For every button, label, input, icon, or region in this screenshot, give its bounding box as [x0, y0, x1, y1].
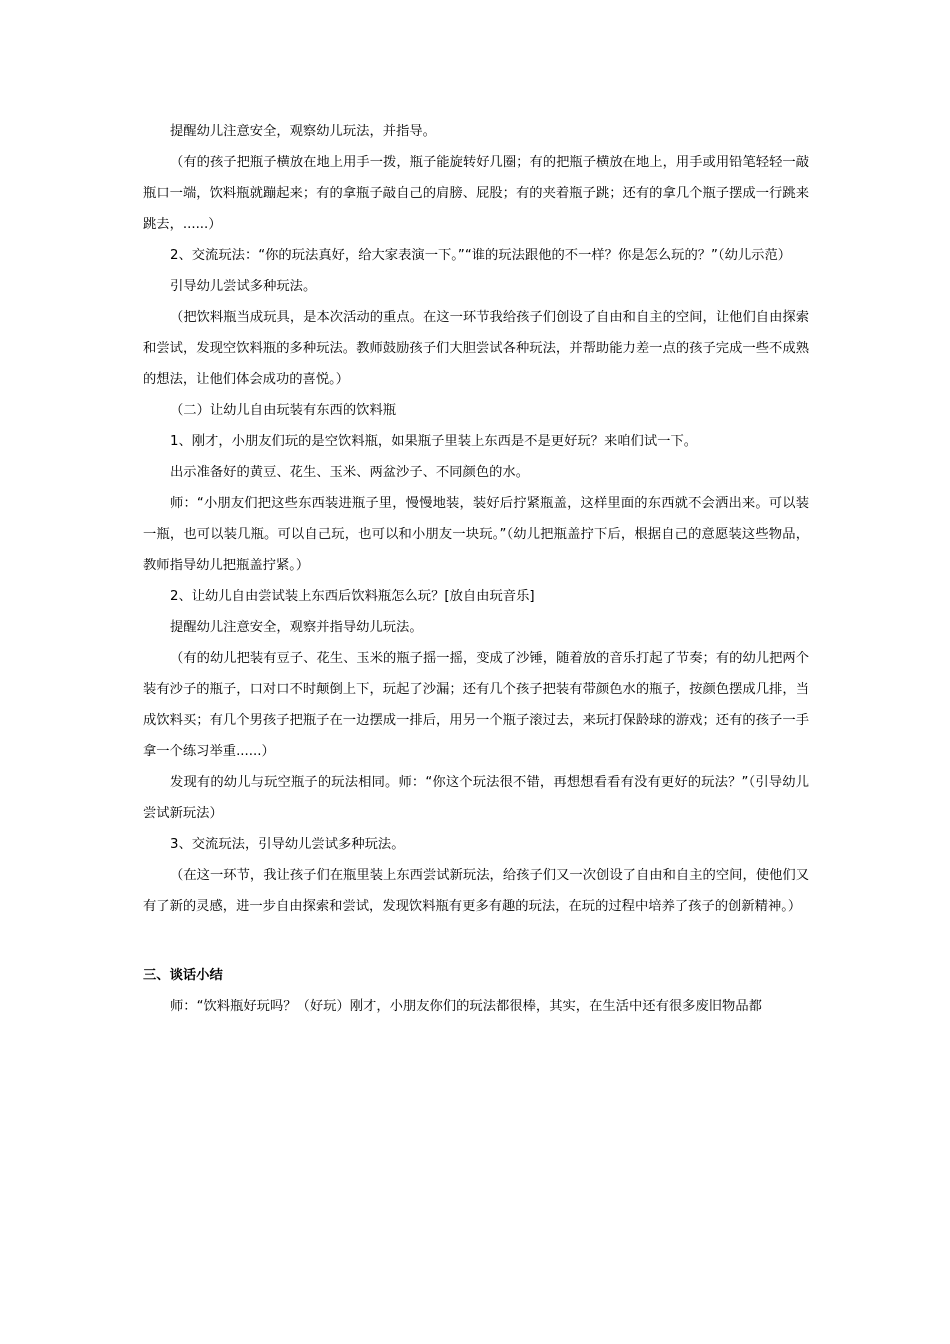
paragraph-guide-multiple-methods: 引导幼儿尝试多种玩法。: [170, 279, 317, 294]
paragraph-filled-play-examples: （有的幼儿把装有豆子、花生、玉米的瓶子摇一摇，变成了沙锤，随着放的音乐打起了节奏；有的幼儿把两个装有沙子的瓶子，口对口不时颠倒上下，玩起了沙漏；还有几个孩子把装有带颜色水的瓶子，按颜色摆成几排，当成饮料买；有几个男孩子把瓶子在一边摆成一排后，用另一个瓶子滚过去，来玩打保龄球的游戏；还有的孩子一手拿一个练习举重......）: [143, 651, 809, 759]
paragraph-subsection-two: （二）让幼儿自由玩装有东西的饮料瓶: [170, 403, 397, 418]
paragraph-show-materials: 出示准备好的黄豆、花生、玉米、两盆沙子、不同颜色的水。: [170, 465, 530, 480]
paragraph-exchange-guide: 3、交流玩法，引导幼儿尝试多种玩法。: [170, 837, 405, 852]
paragraph-teacher-instructions: 师：“小朋友们把这些东西装进瓶子里，慢慢地装，装好后拧紧瓶盖，这样里面的东西就不会洒出来。可以装一瓶，也可以装几瓶。可以自己玩，也可以和小朋友一块玩。”（幼儿把瓶盖拧下后，根据自己的意愿装这些物品，教师指导幼儿把瓶盖拧紧。）: [143, 496, 809, 573]
paragraph-activity-focus: （把饮料瓶当成玩具，是本次活动的重点。在这一环节我给孩子们创设了自由和自主的空间，让他们自由探索和尝试，发现空饮料瓶的多种玩法。教师鼓励孩子们大胆尝试各种玩法，并帮助能力差一点的孩子完成一些不成熟的想法，让他们体会成功的喜悦。）: [143, 310, 809, 387]
paragraph-remind-safety: 提醒幼儿注意安全，观察幼儿玩法，并指导。: [170, 124, 436, 139]
paragraph-closing: 师：“饮料瓶好玩吗？（好玩）刚才，小朋友你们的玩法都很棒，其实，在生活中还有很多废旧物品都: [170, 999, 762, 1014]
section-heading-summary: 三、谈话小结: [143, 968, 223, 983]
paragraph-free-trial: 2、让幼儿自由尝试装上东西后饮料瓶怎么玩？[放自由玩音乐]: [170, 589, 535, 604]
paragraph-observe-guide: 提醒幼儿注意安全，观察并指导幼儿玩法。: [170, 620, 423, 635]
paragraph-creativity-reflection: （在这一环节，我让孩子们在瓶里装上东西尝试新玩法，给孩子们又一次创设了自由和自主的空间，使他们又有了新的灵感，进一步自由探索和尝试，发现饮料瓶有更多有趣的玩法，在玩的过程中培养了孩子的创新精神。）: [143, 868, 809, 914]
paragraph-same-method-guidance: 发现有的幼儿与玩空瓶子的玩法相同。师：“你这个玩法很不错，再想想看看有没有更好的玩法？”（引导幼儿尝试新玩法）: [143, 775, 809, 821]
paragraph-bottle-play-examples: （有的孩子把瓶子横放在地上用手一拨，瓶子能旋转好几圈；有的把瓶子横放在地上，用手或用铅笔轻轻一敲瓶口一端，饮料瓶就蹦起来；有的拿瓶子敲自己的肩膀、屁股；有的夹着瓶子跳；还有的拿几个瓶子摆成一行跳来跳去，......）: [143, 155, 809, 232]
paragraph-filled-bottles-intro: 1、刚才，小朋友们玩的是空饮料瓶，如果瓶子里装上东西是不是更好玩？来咱们试一下。: [170, 434, 698, 449]
paragraph-exchange-methods: 2、交流玩法：“你的玩法真好，给大家表演一下。”“谁的玩法跟他的不一样？你是怎么玩的？”（幼儿示范）: [170, 248, 792, 263]
document-body: [143, 116, 809, 1022]
